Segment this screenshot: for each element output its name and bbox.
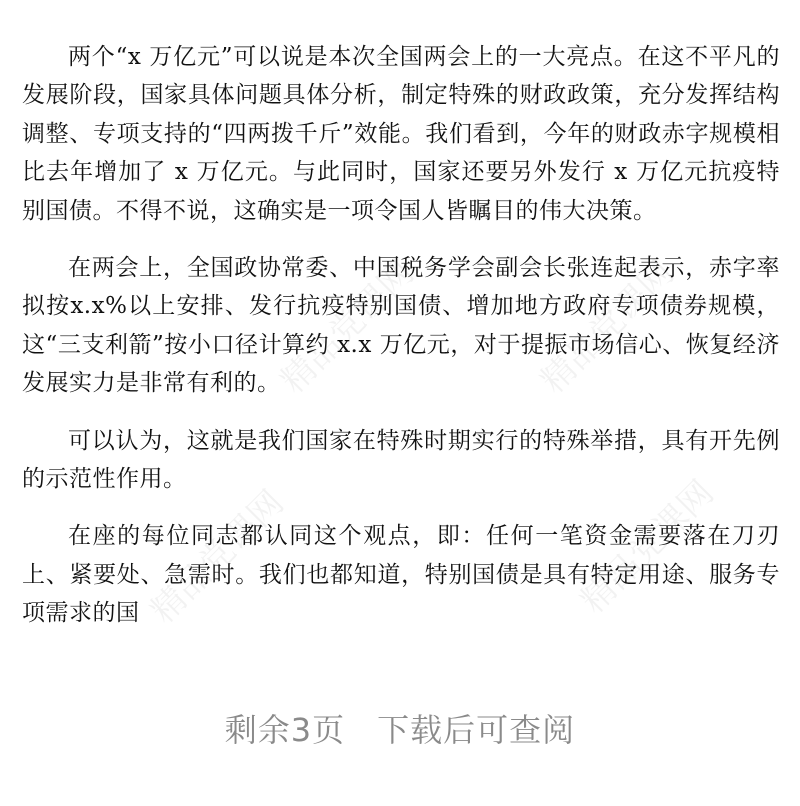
download-prompt[interactable]	[0, 705, 800, 751]
paragraph: 在两会上，全国政协常委、中国税务学会副会长张连起表示，赤字率拟按x.x%以上安排、发行抗疫特别国债、增加地方政府专项债券规模，这“三支利箭”按小口径计算约 x.x 万亿元，对于提振市场信心、恢复经济发展实力是非常有利的。	[22, 255, 780, 397]
watermark: 精品党课网	[533, 252, 682, 402]
paragraph: 可以认为，这就是我们国家在特殊时期实行的特殊举措，具有开先例的示范性作用。	[22, 427, 780, 493]
download-to-view-label[interactable]: 下载后可查阅	[377, 711, 576, 749]
watermark: 精品党课网	[143, 482, 292, 632]
watermark: 精品党课网	[273, 252, 422, 402]
watermark: 精品党课网	[573, 472, 722, 622]
paragraph: 在座的每位同志都认同这个观点，即：任何一笔资金需要落在刀刃上、紧要处、急需时。我们也都知道，特别国债是具有特定用途、服务专项需求的国	[22, 523, 780, 627]
remaining-pages-label: 剩余3页	[224, 711, 346, 749]
paragraph: 两个“x 万亿元”可以说是本次全国两会上的一大亮点。在这不平凡的发展阶段，国家具体问题具体分析，制定特殊的财政政策，充分发挥结构调整、专项支持的“四两拨千斤”效能。我们看到，今年的财政赤字规模相比去年增加了 x 万亿元。与此同时，国家还要另外发行 x 万亿元抗疫特别国债。不得不说，这确实是一项令国人皆瞩目的伟大决策。	[22, 44, 780, 224]
document-body	[22, 38, 780, 652]
